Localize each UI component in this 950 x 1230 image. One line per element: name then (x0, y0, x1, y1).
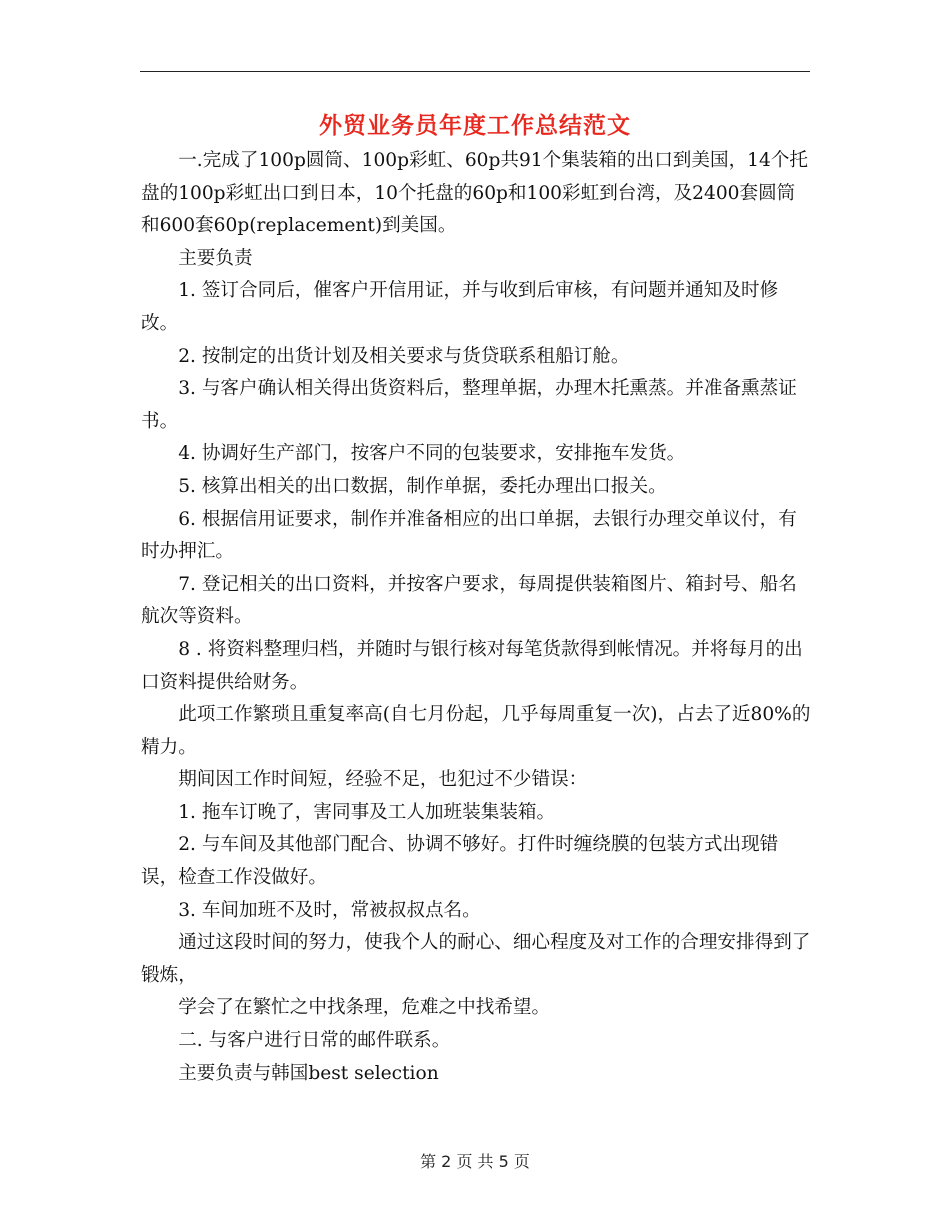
document-title: 外贸业务员年度工作总结范文 (319, 112, 631, 139)
body-paragraph: 通过这段时间的努力，使我个人的耐心、细心程度及对工作的合理安排得到了锻炼， (141, 932, 811, 986)
document-body (141, 145, 813, 1090)
body-paragraph: 期间因工作时间短，经验不足，也犯过不少错误： (178, 769, 588, 791)
body-paragraph: 3. 车间加班不及时，常被叔叔点名。 (178, 899, 481, 921)
body-paragraph: 5. 核算出相关的出口数据，制作单据，委托办理出口报关。 (178, 475, 667, 497)
body-paragraph: 此项工作繁琐且重复率高(自七月份起，几乎每周重复一次)，占去了近80%的精力。 (141, 704, 811, 758)
body-paragraph: 2. 与车间及其他部门配合、协调不够好。打件时缠绕膜的包装方式出现错误，检查工作没做好。 (141, 834, 779, 889)
body-paragraph: 一.完成了100p圆筒、100p彩虹、60p共91个集装箱的出口到美国，14个托盘的100p彩虹出口到日本，10个托盘的60p和100彩虹到台湾，及2400套圆筒和600套60p(replacement)到美国。 (141, 150, 809, 237)
body-paragraph: 4. 协调好生产部门，按客户不同的包装要求，安排拖车发货。 (178, 443, 686, 465)
body-paragraph: 7. 登记相关的出口资料，并按客户要求，每周提供装箱图片、箱封号、船名航次等资料。 (141, 573, 797, 628)
body-paragraph: 1. 签订合同后，催客户开信用证，并与收到后审核，有问题并通知及时修改。 (141, 280, 779, 334)
body-paragraph: 2. 按制定的出货计划及相关要求与货贷联系租船订舱。 (178, 345, 630, 367)
body-paragraph: 二. 与客户进行日常的邮件联系。 (178, 1030, 451, 1052)
body-paragraph: 主要负责与韩国best selection (178, 1062, 439, 1084)
body-paragraph: 6. 根据信用证要求，制作并准备相应的出口单据，去银行办理交单议付，有时办押汇。 (141, 508, 797, 563)
body-paragraph: 学会了在繁忙之中找条理，危难之中找希望。 (178, 997, 551, 1019)
body-paragraph: 8 . 将资料整理归档，并随时与银行核对每笔货款得到帐情况。并将每月的出口资料提供给财务。 (141, 638, 803, 693)
body-paragraph: 1. 拖车订晚了，害同事及工人加班装集装箱。 (178, 801, 556, 823)
header-rule (140, 71, 810, 72)
body-paragraph: 主要负责 (178, 247, 253, 269)
page-number-footer: 第 2 页 共 5 页 (420, 1152, 530, 1171)
body-paragraph: 3. 与客户确认相关得出货资料后，整理单据，办理木托熏蒸。并准备熏蒸证书。 (141, 378, 797, 432)
